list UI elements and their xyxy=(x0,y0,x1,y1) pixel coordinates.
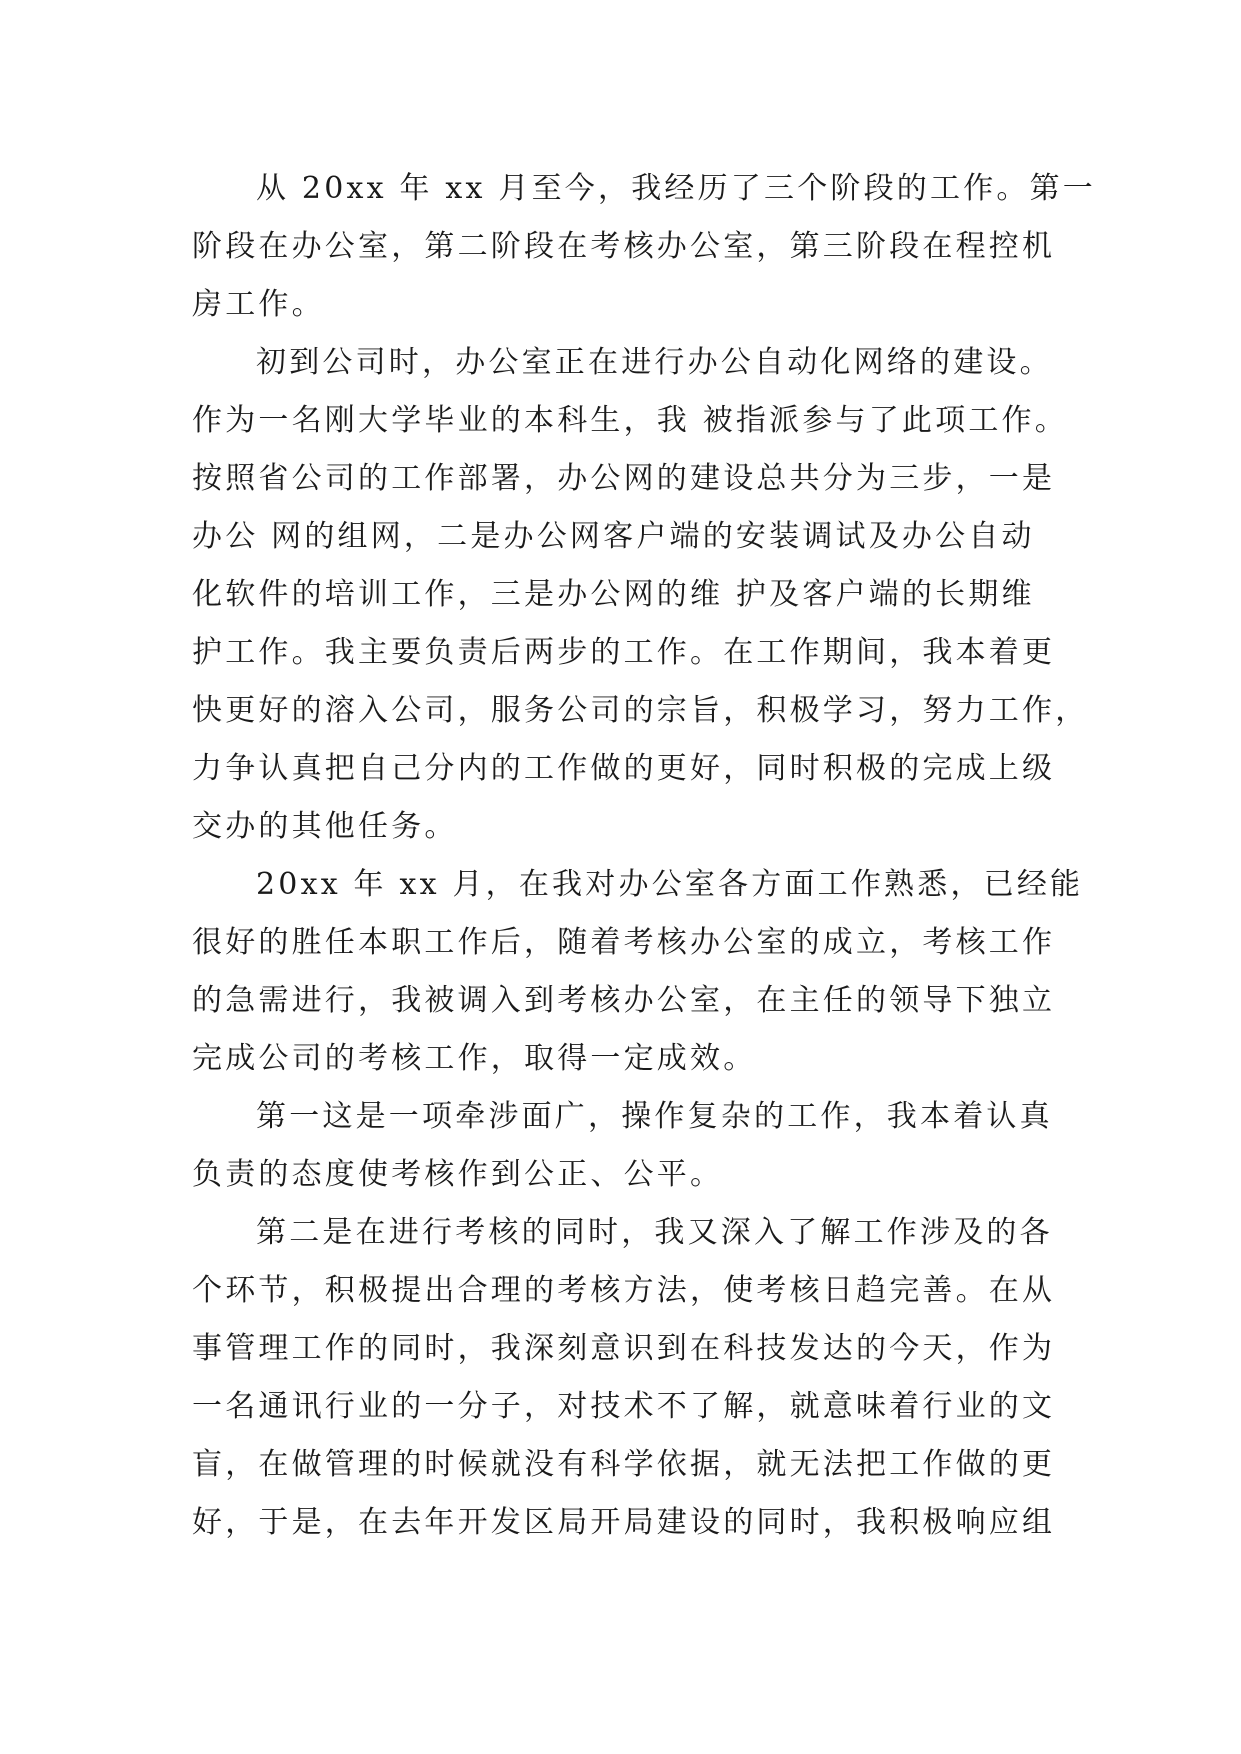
text-line: 作为一名刚大学毕业的本科生，我 被指派参与了此项工作。 xyxy=(192,403,1068,438)
paragraph xyxy=(192,1204,1056,1552)
text-line: 好，于是，在去年开发区局开局建设的同时，我积极响应组 xyxy=(192,1505,1056,1540)
text-line: 办公 网的组网，二是办公网客户端的安装调试及办公自动 xyxy=(192,519,1035,554)
text-line: 阶段在办公室，第二阶段在考核办公室，第三阶段在程控机 xyxy=(192,229,1056,264)
paragraph xyxy=(192,1088,1052,1204)
text-line: 第二是在进行考核的同时，我又深入了解工作涉及的各 xyxy=(256,1215,1053,1250)
text-line: 快更好的溶入公司，服务公司的宗旨，积极学习，努力工作， xyxy=(192,693,1089,728)
document-body xyxy=(192,160,1096,1552)
text-line: 负责的态度使考核作到公正、公平。 xyxy=(192,1157,724,1192)
text-line: 很好的胜任本职工作后，随着考核办公室的成立，考核工作 xyxy=(192,925,1056,960)
text-line: 力争认真把自己分内的工作做的更好，同时积极的完成上级 xyxy=(192,751,1056,786)
text-line: 事管理工作的同时，我深刻意识到在科技发达的今天，作为 xyxy=(192,1331,1056,1366)
paragraph xyxy=(192,856,1084,1088)
text-line: 个环节，积极提出合理的考核方法，使考核日趋完善。在从 xyxy=(192,1273,1056,1308)
text-line: 第一这是一项牵涉面广，操作复杂的工作，我本着认真 xyxy=(256,1099,1053,1134)
text-line: 20xx 年 xx 月，在我对办公室各方面工作熟悉，已经能 xyxy=(256,867,1084,902)
paragraph xyxy=(192,334,1089,856)
text-line: 按照省公司的工作部署，办公网的建设总共分为三步，一是 xyxy=(192,461,1056,496)
text-line: 交办的其他任务。 xyxy=(192,809,458,844)
text-line: 化软件的培训工作，三是办公网的维 护及客户端的长期维 xyxy=(192,577,1035,612)
text-line: 房工作。 xyxy=(192,287,325,322)
text-line: 从 20xx 年 xx 月至今，我经历了三个阶段的工作。第一 xyxy=(256,171,1096,206)
text-line: 一名通讯行业的一分子，对技术不了解，就意味着行业的文 xyxy=(192,1389,1056,1424)
text-line: 护工作。我主要负责后两步的工作。在工作期间，我本着更 xyxy=(192,635,1056,670)
paragraph xyxy=(192,160,1096,334)
text-line: 初到公司时，办公室正在进行办公自动化网络的建设。 xyxy=(256,345,1053,380)
text-line: 完成公司的考核工作，取得一定成效。 xyxy=(192,1041,757,1076)
text-line: 的急需进行，我被调入到考核办公室，在主任的领导下独立 xyxy=(192,983,1056,1018)
text-line: 盲，在做管理的时候就没有科学依据，就无法把工作做的更 xyxy=(192,1447,1056,1482)
